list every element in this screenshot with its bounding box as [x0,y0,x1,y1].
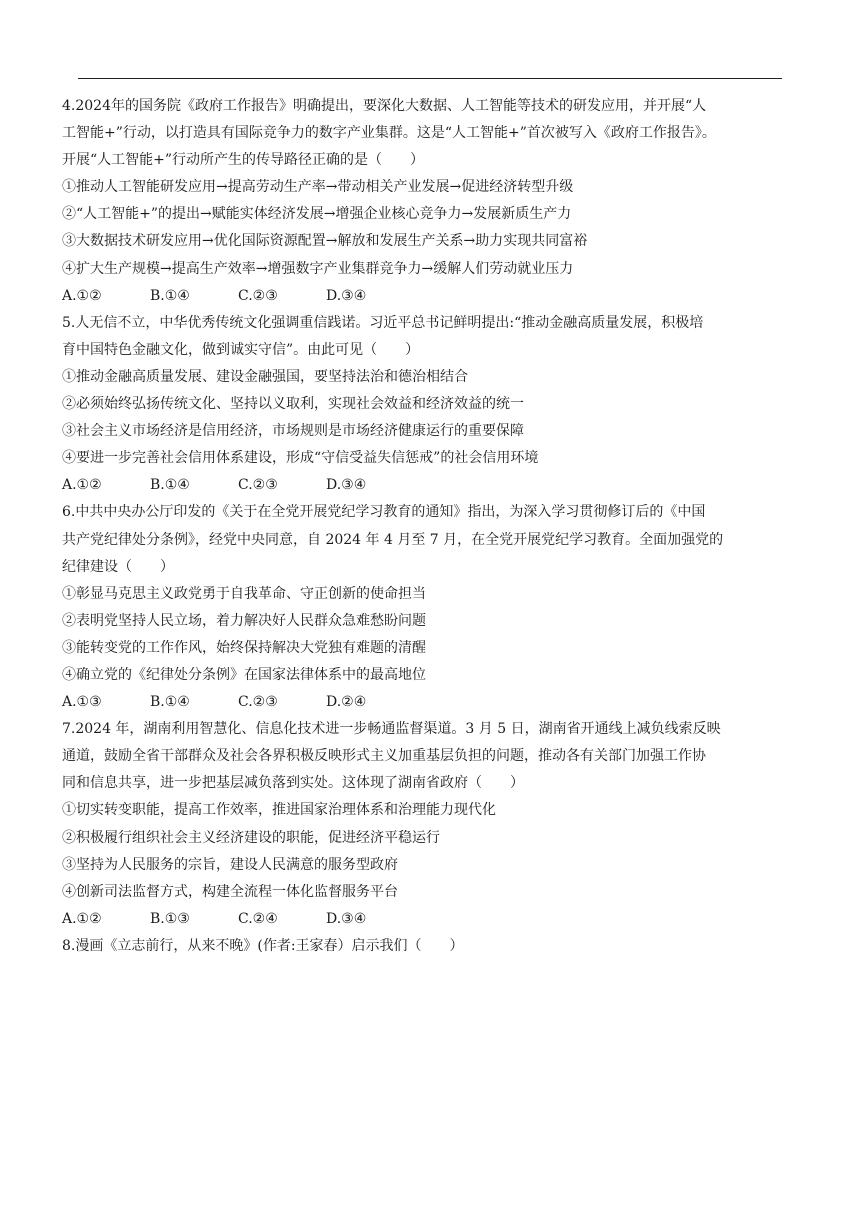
question-stem-line: 7.2024 年，湖南利用智慧化、信息化技术进一步畅通监督渠道。3 月 5 日，湖南省开通线上减负线索反映 [62,721,721,738]
question-stem-line: 8.漫画《立志前行，从来不晚》(作者:王家春）启示我们（ ） [62,937,464,954]
question-stem-line: 6.中共中央办公厅印发的《关于在全党开展党纪学习教育的通知》指出，为深入学习贯彻修订后的《中国 [62,504,706,521]
question-5 [62,310,784,500]
question-stem-line: 通道，鼓励全省干部群众及社会各界积极反映形式主义加重基层负担的问题，推动各有关部门加强工作协 [62,748,706,765]
statement-option: ④创新司法监督方式，构建全流程一体化监督服务平台 [62,883,398,900]
header-rule [78,78,782,79]
question-6 [62,499,784,716]
answer-choice[interactable]: A.①② [62,477,102,494]
statement-option: ②必须始终弘扬传统文化、坚持以义取利，实现社会效益和经济效益的统一 [62,396,524,413]
question-stem-line: 4.2024年的国务院《政府工作报告》明确提出，要深化大数据、人工智能等技术的研发应用，并开展“人 [62,98,707,114]
statement-option: ①彰显马克思主义政党勇于自我革命、守正创新的使命担当 [62,585,426,602]
answer-choices [62,906,784,933]
statement-option: ③坚持为人民服务的宗旨，建设人民满意的服务型政府 [62,856,398,873]
question-stem-line: 工智能+”行动，以打造具有国际竞争力的数字产业集群。这是“人工智能+”首次被写入《政府工作报告》。 [62,125,716,142]
question-8 [62,933,784,960]
answer-choice[interactable]: C.②④ [238,910,278,927]
statement-option: ②表明党坚持人民立场，着力解决好人民群众急难愁盼问题 [62,612,426,629]
answer-choice[interactable]: A.①② [62,910,102,927]
answer-choice[interactable]: D.③④ [326,287,367,304]
answer-choice[interactable]: B.①③ [150,910,190,927]
statement-option: ④确立党的《纪律处分条例》在国家法律体系中的最高地位 [62,666,426,683]
statement-option: ④扩大生产规模→提高生产效率→增强数字产业集群竞争力→缓解人们劳动就业压力 [62,260,574,277]
statement-option: ②“人工智能+”的提出→赋能实体经济发展→增强企业核心竞争力→发展新质生产力 [62,206,572,223]
statement-option: ③社会主义市场经济是信用经济，市场规则是市场经济健康运行的重要保障 [62,423,524,440]
answer-choice[interactable]: B.①④ [150,287,190,304]
answer-choice[interactable]: C.②③ [238,287,278,304]
statement-option: ①切实转变职能，提高工作效率，推进国家治理体系和治理能力现代化 [62,802,496,819]
statement-option: ③大数据技术研发应用→优化国际资源配置→解放和发展生产关系→助力实现共同富裕 [62,233,588,250]
question-stem-line: 育中国特色金融文化，做到诚实守信”。由此可见（ ） [62,341,420,358]
answer-choices [62,283,784,310]
answer-choice[interactable]: C.②③ [238,694,278,711]
answer-choice[interactable]: D.③④ [326,477,367,494]
answer-choice[interactable]: C.②③ [238,477,278,494]
answer-choice[interactable]: B.①④ [150,477,190,494]
question-list [62,93,784,960]
question-4 [62,93,784,310]
answer-choice[interactable]: A.①② [62,287,102,304]
question-7 [62,716,784,933]
statement-option: ①推动金融高质量发展、建设金融强国，要坚持法治和德治相结合 [62,368,468,385]
question-stem-line: 5.人无信不立，中华优秀传统文化强调重信践诺。习近平总书记鲜明提出:“推动金融高质量发展，积极培 [62,314,704,331]
answer-choices [62,689,784,716]
statement-option: ④要进一步完善社会信用体系建设，形成“守信受益失信惩戒”的社会信用环境 [62,450,539,467]
answer-choices [62,472,784,499]
question-stem-line: 同和信息共享，进一步把基层减负落到实处。这体现了湖南省政府（ ） [62,775,524,792]
statement-option: ②积极履行组织社会主义经济建设的职能，促进经济平稳运行 [62,829,440,846]
answer-choice[interactable]: B.①④ [150,694,190,711]
statement-option: ③能转变党的工作作风，始终保持解决大党独有难题的清醒 [62,639,426,656]
question-stem-line: 开展“人工智能+”行动所产生的传导路径正确的是（ ） [62,152,425,169]
question-stem-line: 纪律建设（ ） [62,558,174,575]
answer-choice[interactable]: D.③④ [326,910,367,927]
answer-choice[interactable]: D.②④ [326,694,367,711]
question-stem-line: 共产党纪律处分条例》，经党中央同意，自 2024 年 4 月至 7 月，在全党开展党纪学习教育。全面加强党的 [62,531,724,548]
answer-choice[interactable]: A.①③ [62,694,102,711]
statement-option: ①推动人工智能研发应用→提高劳动生产率→带动相关产业发展→促进经济转型升级 [62,179,574,196]
